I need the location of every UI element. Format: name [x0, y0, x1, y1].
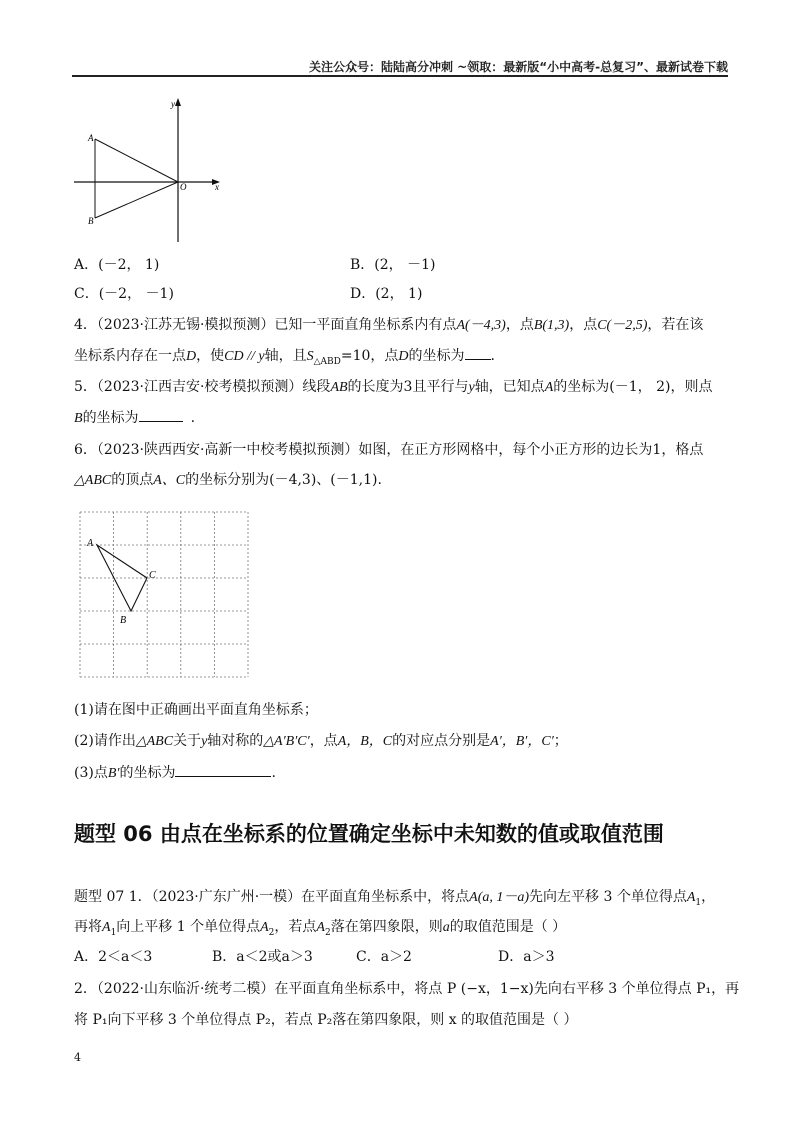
label-o: O: [180, 182, 187, 192]
t07-option-d: D．a＞3: [498, 949, 555, 965]
q4-line2: 坐标系内存在一点D，使CD // y轴，且$S_{\triangle ABD}=10$，点D的坐标为 .: [74, 345, 495, 372]
label-a: A: [88, 133, 94, 143]
figure-grid-triangle: [76, 508, 252, 682]
q5-line2: B的坐标为 .: [74, 407, 195, 429]
q5-line1: 5．（2023·江西吉安·校考模拟预测）线段AB的长度为3且平行与y轴，已知点A的坐标为(－1， 2)，则点: [74, 379, 713, 395]
label-b: B: [88, 216, 94, 226]
q3-option-a: A．(－2， 1): [74, 257, 160, 273]
triangle-side-ao: [95, 139, 178, 182]
t07-q1-line2: 再将$A_1$向上平移 1 个单位得点$A_2$，若点$A_2$落在第四象限，则a的取值范围是（ ）: [74, 919, 567, 938]
q3-option-d: D．(2， 1): [350, 286, 423, 302]
q6-line1: 6．（2023·陕西西安·高新一中校考模拟预测）如图，在正方形网格中，每个小正方形的边长为1，格点: [74, 442, 704, 458]
triangle-side-bo: [95, 182, 178, 218]
q2-line1: 2．（2022·山东临沂·统考二模）在平面直角坐标系中，将点 P (−x，1−x)先向右平移 3 个单位得点 P₁，再: [74, 981, 740, 997]
t07-option-b: B．a＜2或a＞3: [212, 949, 313, 965]
t07-option-c: C．a＞2: [356, 949, 412, 965]
q6-sub3: (3)点B′的坐标为 .: [74, 762, 276, 784]
grid-label-a: A: [87, 538, 94, 549]
page-number: 4: [74, 1051, 81, 1064]
q2-line2: 将 P₁向下平移 3 个单位得点 P₂，若点 P₂落在第四象限，则 x 的取值范围是（ ）: [74, 1012, 578, 1028]
label-y: y: [171, 99, 175, 109]
t07-option-a: A．2＜a＜3: [74, 949, 153, 965]
q6-sub1: (1)请在图中正确画出平面直角坐标系；: [74, 702, 318, 718]
q4-answer-blank: [465, 345, 491, 360]
q4-line1: 4．（2023·江苏无锡·模拟预测）已知一平面直角坐标系内有点A(－4,3)，点B(1,3)，点C(－2,5)，若在该: [74, 317, 704, 333]
y-axis-arrow: [175, 98, 181, 106]
section-title: 题型 06 由点在坐标系的位置确定坐标中未知数的值或取值范围: [74, 822, 664, 846]
header-rule: [72, 75, 728, 77]
grid-label-b: B: [120, 615, 127, 626]
q6-sub2: (2)请作出△ABC关于y轴对称的△A′B′C′，点A，B，C的对应点分别是A′，B′，C′；: [74, 733, 568, 749]
q3-option-b: B．(2， －1): [350, 257, 436, 273]
q3-option-c: C．(－2， －1): [74, 286, 174, 302]
page-header: 关注公众号：陆陆高分冲刺 ~领取：最新版“小中高考-总复习”、最新试卷下载: [309, 60, 728, 74]
figure-triangle-axes: [68, 96, 228, 246]
t07-q1-line1: 题型 07 1．（2023·广东广州·一模）在平面直角坐标系中，将点A(a, 1－a)先向左平移 3 个单位得点$A_1$，: [74, 889, 716, 908]
q6-answer-blank: [175, 762, 271, 777]
q5-answer-blank: [139, 407, 183, 422]
label-x: x: [215, 182, 219, 192]
grid-label-c: C: [149, 570, 156, 581]
q6-line2: △ABC的顶点A、C的坐标分别为(－4,3)、(－1,1).: [74, 472, 382, 488]
